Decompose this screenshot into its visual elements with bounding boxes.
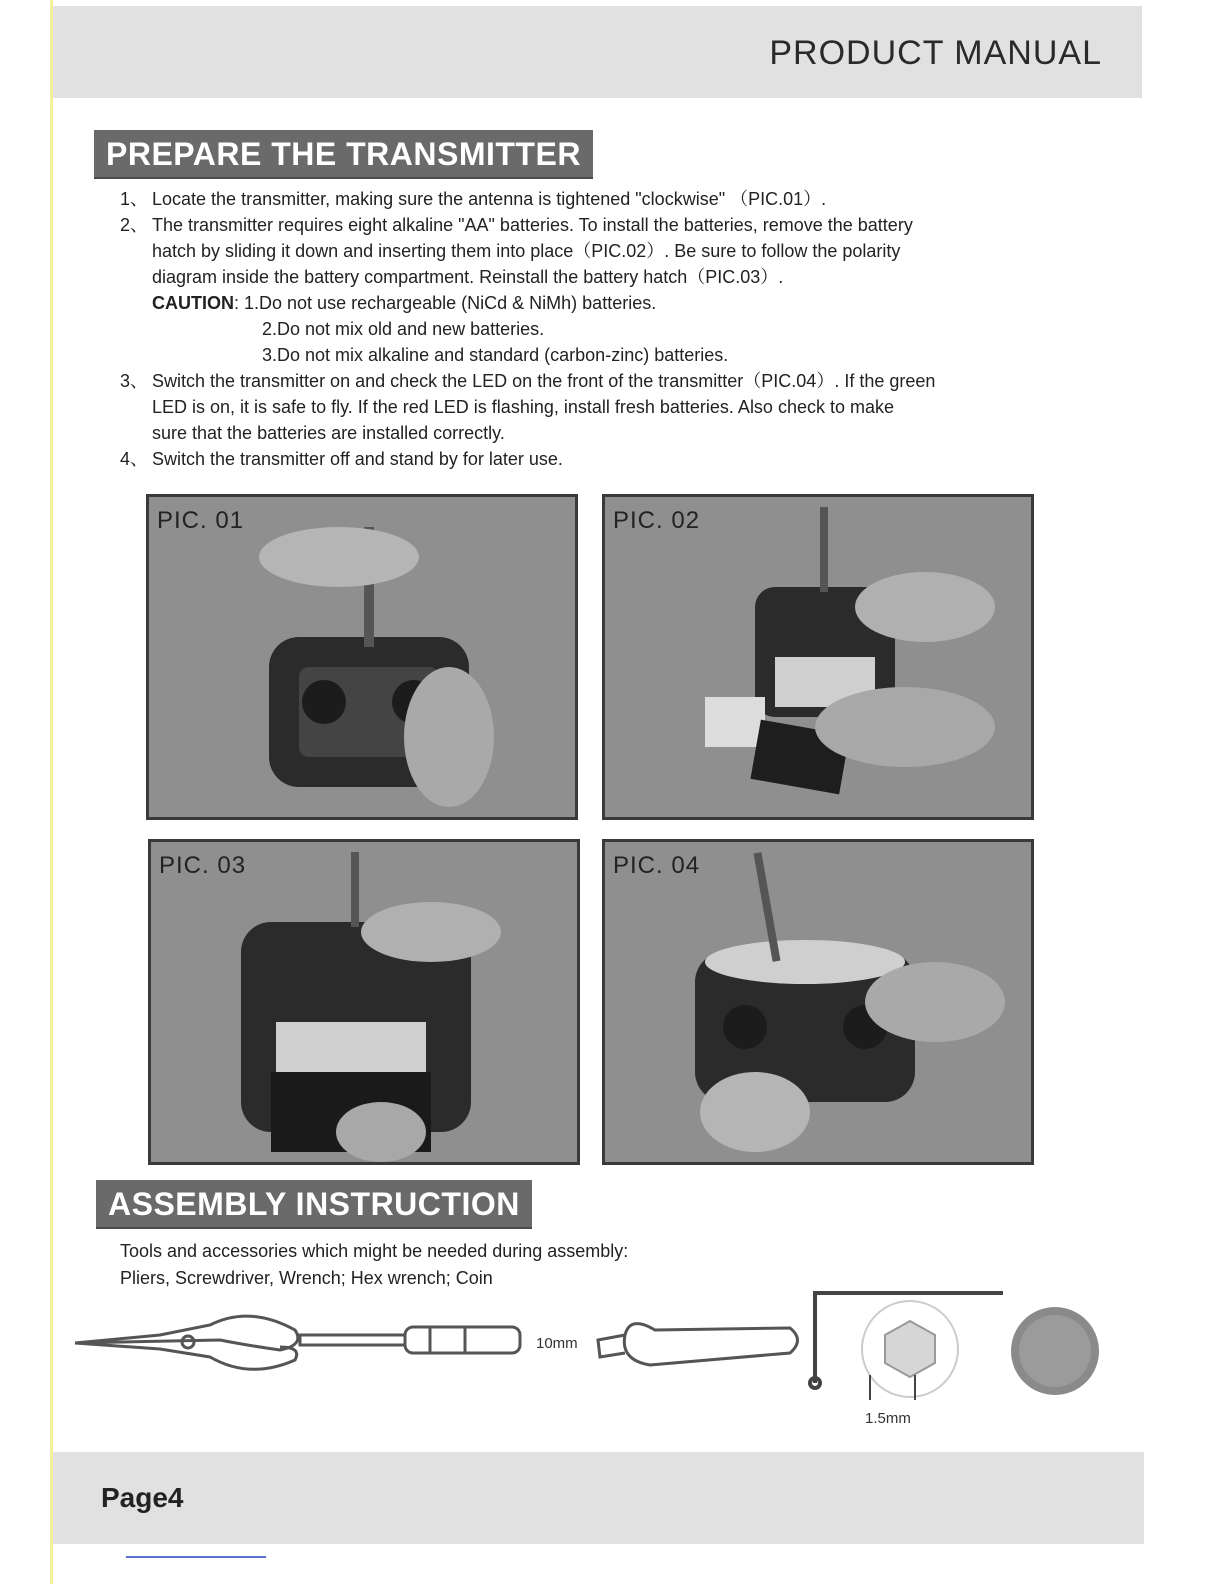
step-2-line2: hatch by sliding it down and inserting them into place（PIC.02）. Be sure to follow the polarity <box>152 241 901 261</box>
caution-line-3: 3.Do not mix alkaline and standard (carbon-zinc) batteries. <box>262 345 729 365</box>
photo-label: PIC. 04 <box>613 852 701 879</box>
margin-rule <box>50 0 53 1584</box>
bottom-link-underline <box>126 1556 266 1558</box>
page-number: Page4 <box>101 1482 184 1513</box>
assembly-intro: Tools and accessories which might be needed during assembly: <box>120 1241 629 1261</box>
led-check-illustration <box>605 842 1031 1162</box>
step-3-line2: LED is on, it is safe to fly. If the red LED is flashing, install fresh batteries. Also check to make <box>152 397 894 417</box>
screwdriver-icon <box>300 1327 520 1353</box>
section-heading-prepare: PREPARE THE TRANSMITTER <box>94 130 593 179</box>
page-header <box>53 6 1142 98</box>
photo-pic-01 <box>146 494 578 820</box>
wrench-icon <box>598 1324 798 1365</box>
pliers-icon <box>75 1316 298 1369</box>
battery-install-illustration <box>605 497 1031 817</box>
step-3-line3: sure that the batteries are installed correctly. <box>152 423 505 443</box>
photo-label: PIC. 03 <box>159 852 247 879</box>
hex-wrench-icon <box>810 1293 1003 1400</box>
prepare-steps <box>120 186 1100 472</box>
caution-line-2: 2.Do not mix old and new batteries. <box>262 319 545 339</box>
page-footer <box>53 1452 1144 1544</box>
coin-icon <box>1011 1307 1099 1395</box>
transmitter-photo-illustration <box>149 497 575 817</box>
assembly-tools-list: Pliers, Screwdriver, Wrench; Hex wrench; Coin <box>120 1268 493 1288</box>
battery-hatch-illustration <box>151 842 577 1162</box>
photo-label: PIC. 01 <box>157 507 245 534</box>
caution-label: CAUTION <box>152 293 234 313</box>
step-4: 4、 Switch the transmitter off and stand by for later use. <box>120 449 563 469</box>
step-2-line3: diagram inside the battery compartment. Reinstall the battery hatch（PIC.03）. <box>152 267 784 287</box>
header-title: PRODUCT MANUAL <box>769 34 1102 72</box>
hex-size-label: 1.5mm <box>865 1410 911 1427</box>
wrench-size-label: 10mm <box>536 1335 578 1352</box>
caution-line-1: CAUTION: 1.Do not use rechargeable (NiCd & NiMh) batteries. <box>152 293 657 313</box>
tools-illustration <box>70 1285 1110 1435</box>
step-1: 1、 Locate the transmitter, making sure the antenna is tightened "clockwise" （PIC.01）. <box>120 189 827 209</box>
photo-pic-02 <box>602 494 1034 820</box>
step-3: 3、 Switch the transmitter on and check the LED on the front of the transmitter（PIC.04）. If the green <box>120 371 936 391</box>
section-heading-assembly: ASSEMBLY INSTRUCTION <box>96 1180 532 1229</box>
photo-label: PIC. 02 <box>613 507 701 534</box>
photo-pic-04 <box>602 839 1034 1165</box>
photo-pic-03 <box>148 839 580 1165</box>
step-2: 2、 The transmitter requires eight alkaline "AA" batteries. To install the batteries, remove the battery <box>120 215 913 235</box>
tools-drawing <box>70 1285 1110 1435</box>
